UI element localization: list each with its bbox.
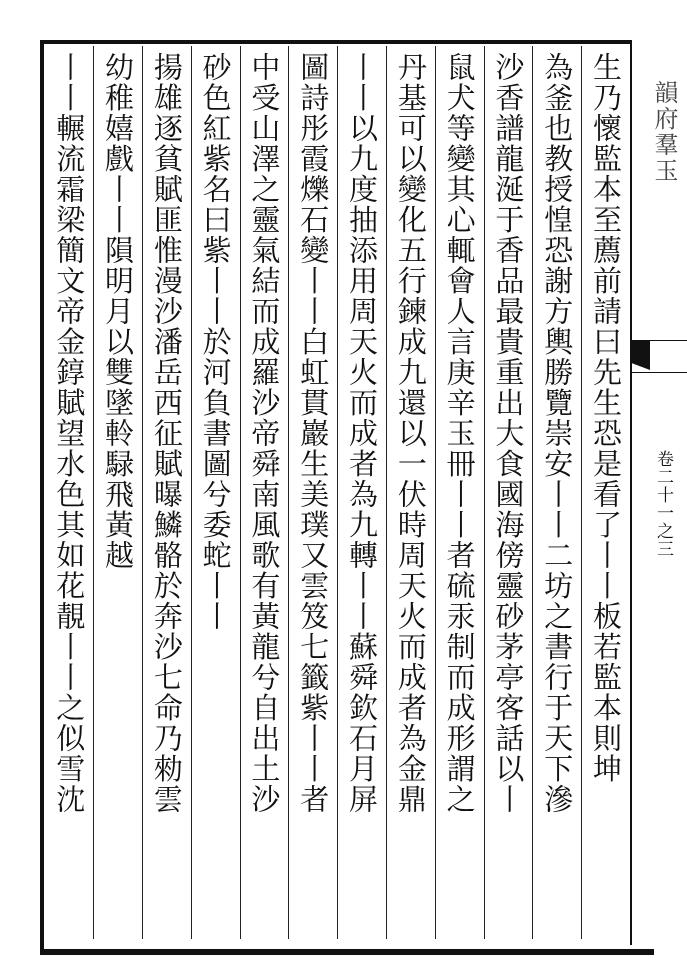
margin-rule-upper <box>632 340 687 341</box>
text-column-9: 砂色紅紫名曰紫丨丨於河負書圖兮委蛇丨丨 <box>191 46 240 939</box>
text-column-1: 生乃懷監本至薦前請曰先生恐是看了丨丨板若監本則坤 <box>581 46 630 939</box>
text-column-6: 丨丨以九度抽添用周天火而成者為九轉丨丨蘇舜欽石月屏 <box>337 46 386 939</box>
text-column-7: 圖詩彤霞爍石變丨丨白虹貫巖生美璞又雲笈七籤紫丨丨者 <box>288 46 337 939</box>
text-column-8: 中受山澤之靈氣結而成羅沙帝舜南風歌有黃龍兮自出土沙 <box>240 46 289 939</box>
text-column-5: 丹基可以變化五行鍊成九還以一伏時周天火而成者為金鼎 <box>386 46 435 939</box>
text-column-12: 丨丨輾流霜梁簡文帝金錞賦望水色其如花靚丨丨之似雪沈 <box>52 52 87 815</box>
margin-book-title: 韻府羣玉 <box>650 80 678 184</box>
fish-tail-mark <box>630 340 650 370</box>
text-column-2: 為釜也教授惶恐謝方輿勝覽崇安丨丨二坊之書行于天下滲 <box>532 46 581 939</box>
center-margin-strip <box>630 40 687 945</box>
margin-juan-label: 卷二十一之三 <box>653 450 673 558</box>
text-column-10: 揚雄逐貧賦匪惟漫沙潘岳西征賦曝鱗骼於奔沙七命乃勑雲 <box>142 46 191 939</box>
text-column-4: 鼠犬等變其心輒會人言庚辛玉冊丨丨者硫汞制而成形謂之 <box>435 46 484 939</box>
margin-rule-lower <box>632 372 687 373</box>
text-column-11: 幼稚嬉戲丨丨隕明月以雙墜軨騄飛黃越 <box>93 46 142 939</box>
text-columns <box>44 46 630 939</box>
text-column-3: 沙香譜龍涎于香品最貴重出大食國海傍靈砂茅亭客話以丨 <box>484 46 533 939</box>
